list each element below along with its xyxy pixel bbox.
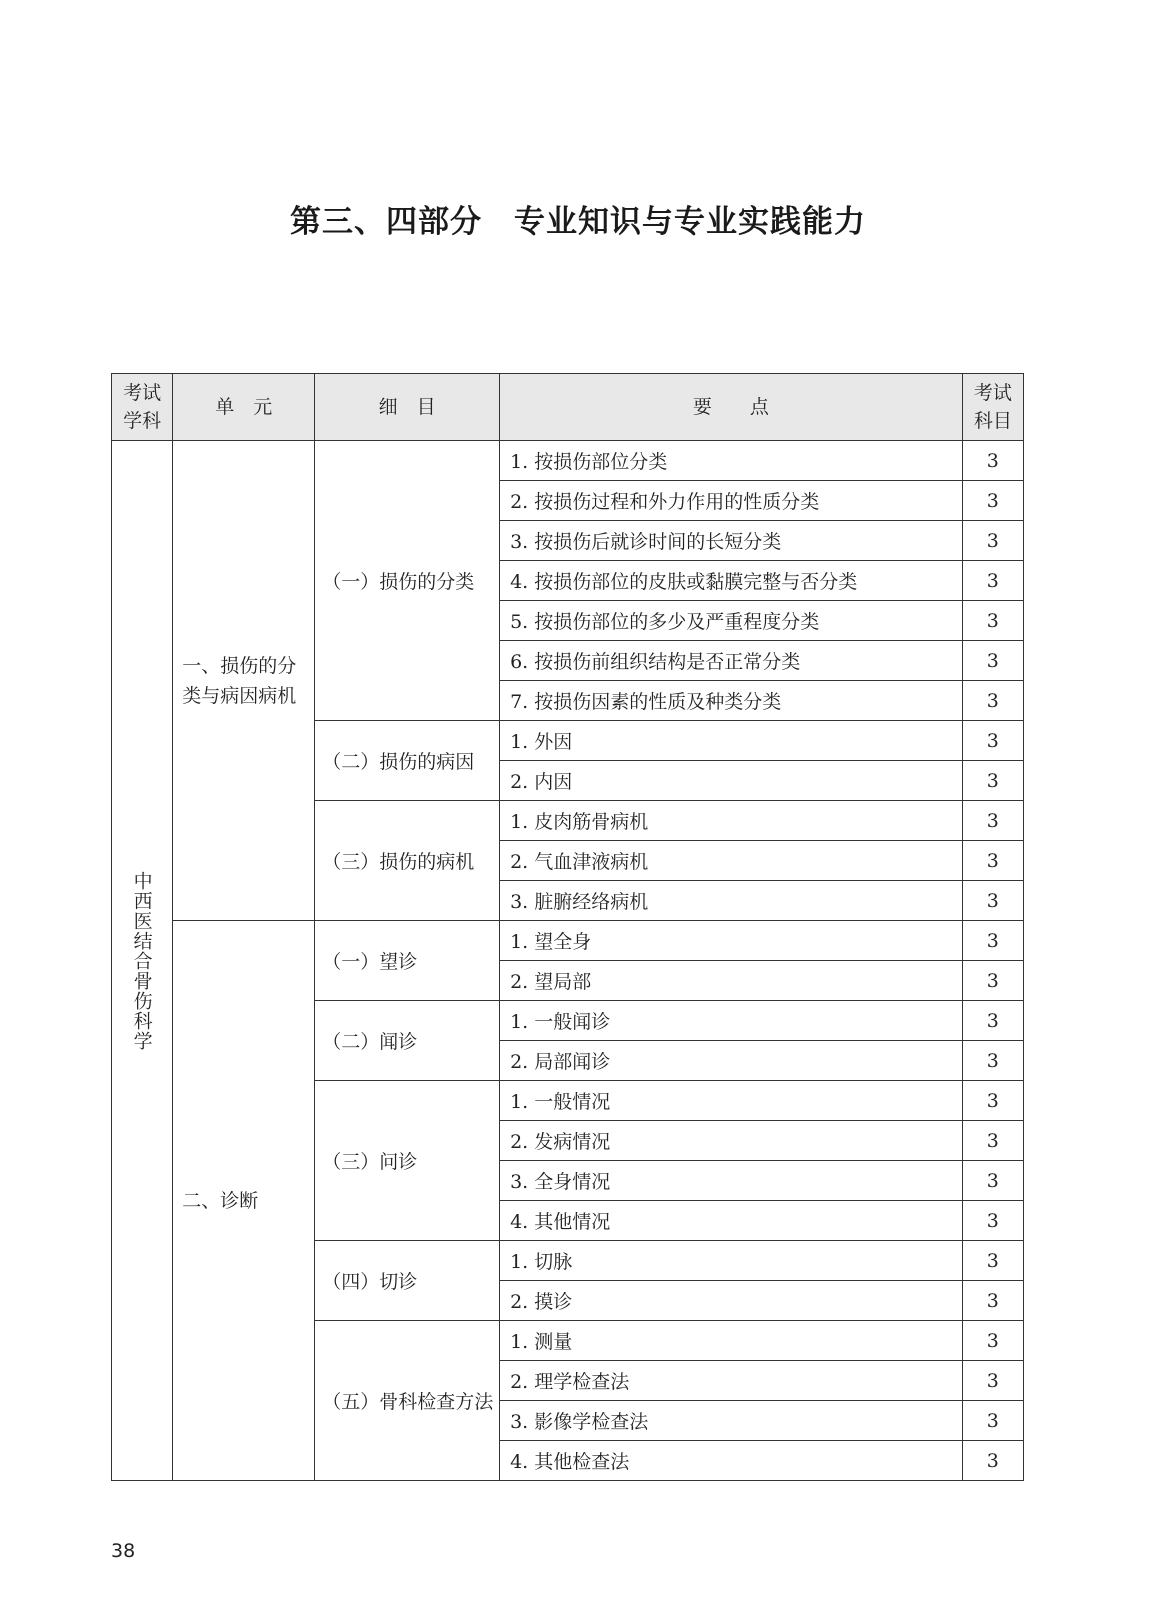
point-cell: 6. 按损伤前组织结构是否正常分类: [500, 641, 963, 681]
point-cell: 2. 发病情况: [500, 1121, 963, 1161]
header-unit-label: 单 元: [215, 396, 273, 418]
point-cell: 1. 一般情况: [500, 1081, 963, 1121]
item-cell: （四）切诊: [315, 1241, 500, 1321]
table-header-row: [112, 374, 1024, 441]
table-row: [112, 921, 1024, 961]
level-cell: 3: [962, 1281, 1023, 1321]
item-cell: （二）闻诊: [315, 1001, 500, 1081]
item-cell: （一）望诊: [315, 921, 500, 1001]
level-cell: 3: [962, 1321, 1023, 1361]
point-cell: 7. 按损伤因素的性质及种类分类: [500, 681, 963, 721]
header-item: [315, 374, 500, 441]
item-cell: （三）问诊: [315, 1081, 500, 1241]
table-row: [112, 441, 1024, 481]
item-cell: （一）损伤的分类: [315, 441, 500, 721]
header-unit: [173, 374, 315, 441]
header-point: [500, 374, 963, 441]
level-cell: 3: [962, 1041, 1023, 1081]
level-cell: 3: [962, 881, 1023, 921]
point-cell: 2. 按损伤过程和外力作用的性质分类: [500, 481, 963, 521]
point-cell: 1. 测量: [500, 1321, 963, 1361]
item-cell: （二）损伤的病因: [315, 721, 500, 801]
level-cell: 3: [962, 801, 1023, 841]
header-subject-label: 考试 学科: [123, 382, 162, 432]
level-cell: 3: [962, 601, 1023, 641]
item-cell: （三）损伤的病机: [315, 801, 500, 921]
level-cell: 3: [962, 561, 1023, 601]
point-cell: 3. 影像学检查法: [500, 1401, 963, 1441]
point-cell: 1. 切脉: [500, 1241, 963, 1281]
header-point-label: 要 点: [692, 396, 769, 418]
point-cell: 4. 按损伤部位的皮肤或黏膜完整与否分类: [500, 561, 963, 601]
point-cell: 4. 其他检查法: [500, 1441, 963, 1481]
subject-label: 中西医结合骨伤科学: [130, 870, 153, 1051]
level-cell: 3: [962, 1161, 1023, 1201]
level-cell: 3: [962, 1361, 1023, 1401]
page-number: 38: [111, 1540, 136, 1562]
point-cell: 5. 按损伤部位的多少及严重程度分类: [500, 601, 963, 641]
point-cell: 3. 全身情况: [500, 1161, 963, 1201]
point-cell: 3. 脏腑经络病机: [500, 881, 963, 921]
item-cell: （五）骨科检查方法: [315, 1321, 500, 1481]
point-cell: 1. 一般闻诊: [500, 1001, 963, 1041]
syllabus-table: [111, 373, 1024, 1481]
point-cell: 2. 理学检查法: [500, 1361, 963, 1401]
level-cell: 3: [962, 641, 1023, 681]
level-cell: 3: [962, 921, 1023, 961]
point-cell: 4. 其他情况: [500, 1201, 963, 1241]
level-cell: 3: [962, 1121, 1023, 1161]
unit-cell: 二、诊断: [173, 921, 315, 1481]
level-cell: 3: [962, 961, 1023, 1001]
page-title: 第三、四部分 专业知识与专业实践能力: [290, 204, 866, 240]
level-cell: 3: [962, 481, 1023, 521]
level-cell: 3: [962, 841, 1023, 881]
level-cell: 3: [962, 521, 1023, 561]
subject-cell: [112, 441, 173, 1481]
point-cell: 1. 望全身: [500, 921, 963, 961]
point-cell: 1. 按损伤部位分类: [500, 441, 963, 481]
level-cell: 3: [962, 1441, 1023, 1481]
level-cell: 3: [962, 1081, 1023, 1121]
point-cell: 2. 内因: [500, 761, 963, 801]
header-level: [962, 374, 1023, 441]
point-cell: 3. 按损伤后就诊时间的长短分类: [500, 521, 963, 561]
point-cell: 2. 气血津液病机: [500, 841, 963, 881]
point-cell: 2. 局部闻诊: [500, 1041, 963, 1081]
point-cell: 1. 皮肉筋骨病机: [500, 801, 963, 841]
level-cell: 3: [962, 681, 1023, 721]
level-cell: 3: [962, 761, 1023, 801]
level-cell: 3: [962, 1241, 1023, 1281]
point-cell: 1. 外因: [500, 721, 963, 761]
table-body: [112, 441, 1024, 1481]
level-cell: 3: [962, 441, 1023, 481]
unit-cell: 一、损伤的分类与病因病机: [173, 441, 315, 921]
level-cell: 3: [962, 1201, 1023, 1241]
point-cell: 2. 望局部: [500, 961, 963, 1001]
level-cell: 3: [962, 1401, 1023, 1441]
header-level-label: 考试 科目: [973, 382, 1012, 432]
header-subject: [112, 374, 173, 441]
level-cell: 3: [962, 721, 1023, 761]
level-cell: 3: [962, 1001, 1023, 1041]
header-item-label: 细 目: [378, 396, 436, 418]
point-cell: 2. 摸诊: [500, 1281, 963, 1321]
